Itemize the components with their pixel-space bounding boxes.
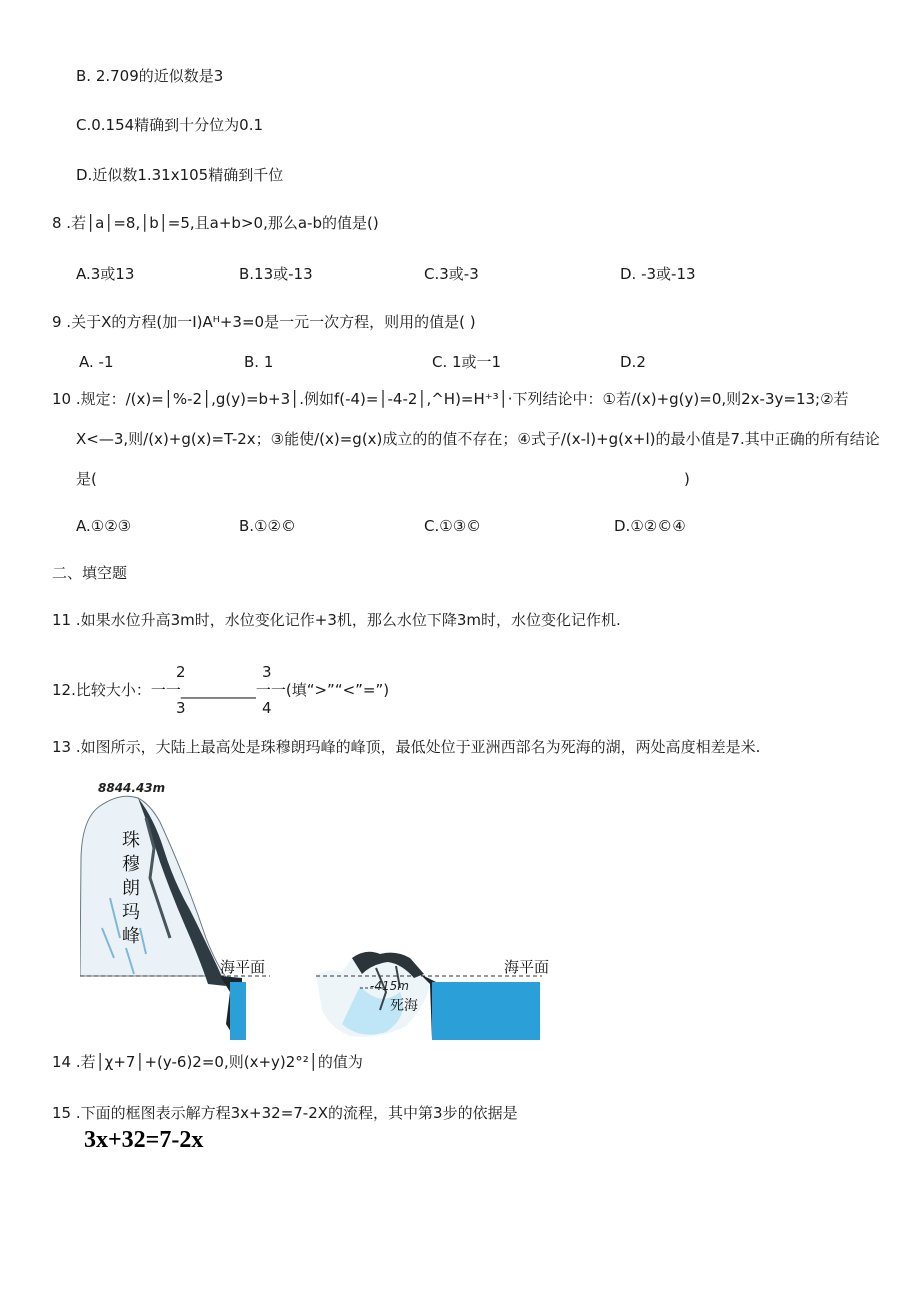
question-8: 8 .若│a│=8,│b│=5,且a+b>0,那么a-b的值是() [52,214,379,232]
question-13: 13 .如图所示，大陆上最高处是珠穆朗玛峰的峰顶，最低处位于亚洲西部名为死海的湖，两处高度相差是米. [52,738,761,756]
question-15: 15 .下面的框图表示解方程3x+32=7-2X的流程，其中第3步的依据是 [52,1104,518,1122]
peak-name-char-5: 峰 [122,926,140,947]
option-9b: B. 1 [244,353,274,371]
option-7b: B. 2.709的近似数是3 [76,67,224,85]
question-12-denominator-1: 3 [176,699,186,717]
elevation-figure [80,778,560,1048]
peak-name-char-1: 珠 [122,830,140,851]
question-12-denominator-2: 4 [262,699,272,717]
question-11: 11 .如果水位升高3m时，水位变化记作+3机，那么水位下降3m时，水位变化记作机. [52,611,621,629]
option-7d: D.近似数1.31x105精确到千位 [76,166,284,184]
dead-sea-label: 死海 [390,998,418,1014]
option-10d: D.①②©④ [614,517,686,535]
option-7c: C.0.154精确到十分位为0.1 [76,116,264,134]
peak-name-char-2: 穆 [122,854,140,875]
option-10b: B.①②© [239,517,296,535]
option-8a: A.3或13 [76,265,135,283]
sea-level-label-left: 海平面 [220,958,266,976]
dead-sea-depth-label: -415m [370,979,409,993]
question-12-numerator-2: 3 [262,663,272,681]
question-10-line2: X<—3,则/(x)+g(x)=T-2x；③能使/(x)=g(x)成立的的值不存在；④式子/(x-l)+g(x+l)的最小值是7.其中正确的所有结论 [76,430,880,448]
option-10c: C.①③© [424,517,482,535]
option-9c: C. 1或一1 [432,353,502,371]
sea-water-right [432,982,540,1040]
question-10-line3-close: ) [684,470,690,488]
sea-water-left [230,982,246,1040]
section-title: 二、填空题 [52,564,128,582]
question-12: 12.比较大小：一一__________一一(填“>”“<”=”) [52,681,390,699]
question-10-line1: 10 .规定：/(x)=│%-2│,g(y)=b+3│.例如f(-4)=│-4-2│,^H)=H⁺³│·下列结论中：①若/(x)+g(y)=0,则2x-3y=13;②若 [52,390,849,408]
peak-name-char-4: 玛 [122,902,140,923]
option-8d: D. -3或-13 [620,265,696,283]
question-12-numerator-1: 2 [176,663,186,681]
option-10a: A.①②③ [76,517,132,535]
question-9: 9 .关于X的方程(加一I)Aᴴ+3=0是一元一次方程，则用的值是( ) [52,313,476,331]
option-9a: A. -1 [79,353,114,371]
option-8c: C.3或-3 [424,265,479,283]
option-9d: D.2 [620,353,646,371]
peak-height-label: 8844.43m [98,781,166,795]
peak-name-char-3: 朗 [122,878,140,899]
option-8b: B.13或-13 [239,265,313,283]
question-14: 14 .若│χ+7│+(y-6)2=0,则(x+y)2°²│的值为 [52,1053,363,1071]
sea-level-label-right: 海平面 [504,958,550,976]
equation-header: 3x+32=7-2x [84,1127,204,1153]
question-10-line3: 是( [76,470,97,488]
